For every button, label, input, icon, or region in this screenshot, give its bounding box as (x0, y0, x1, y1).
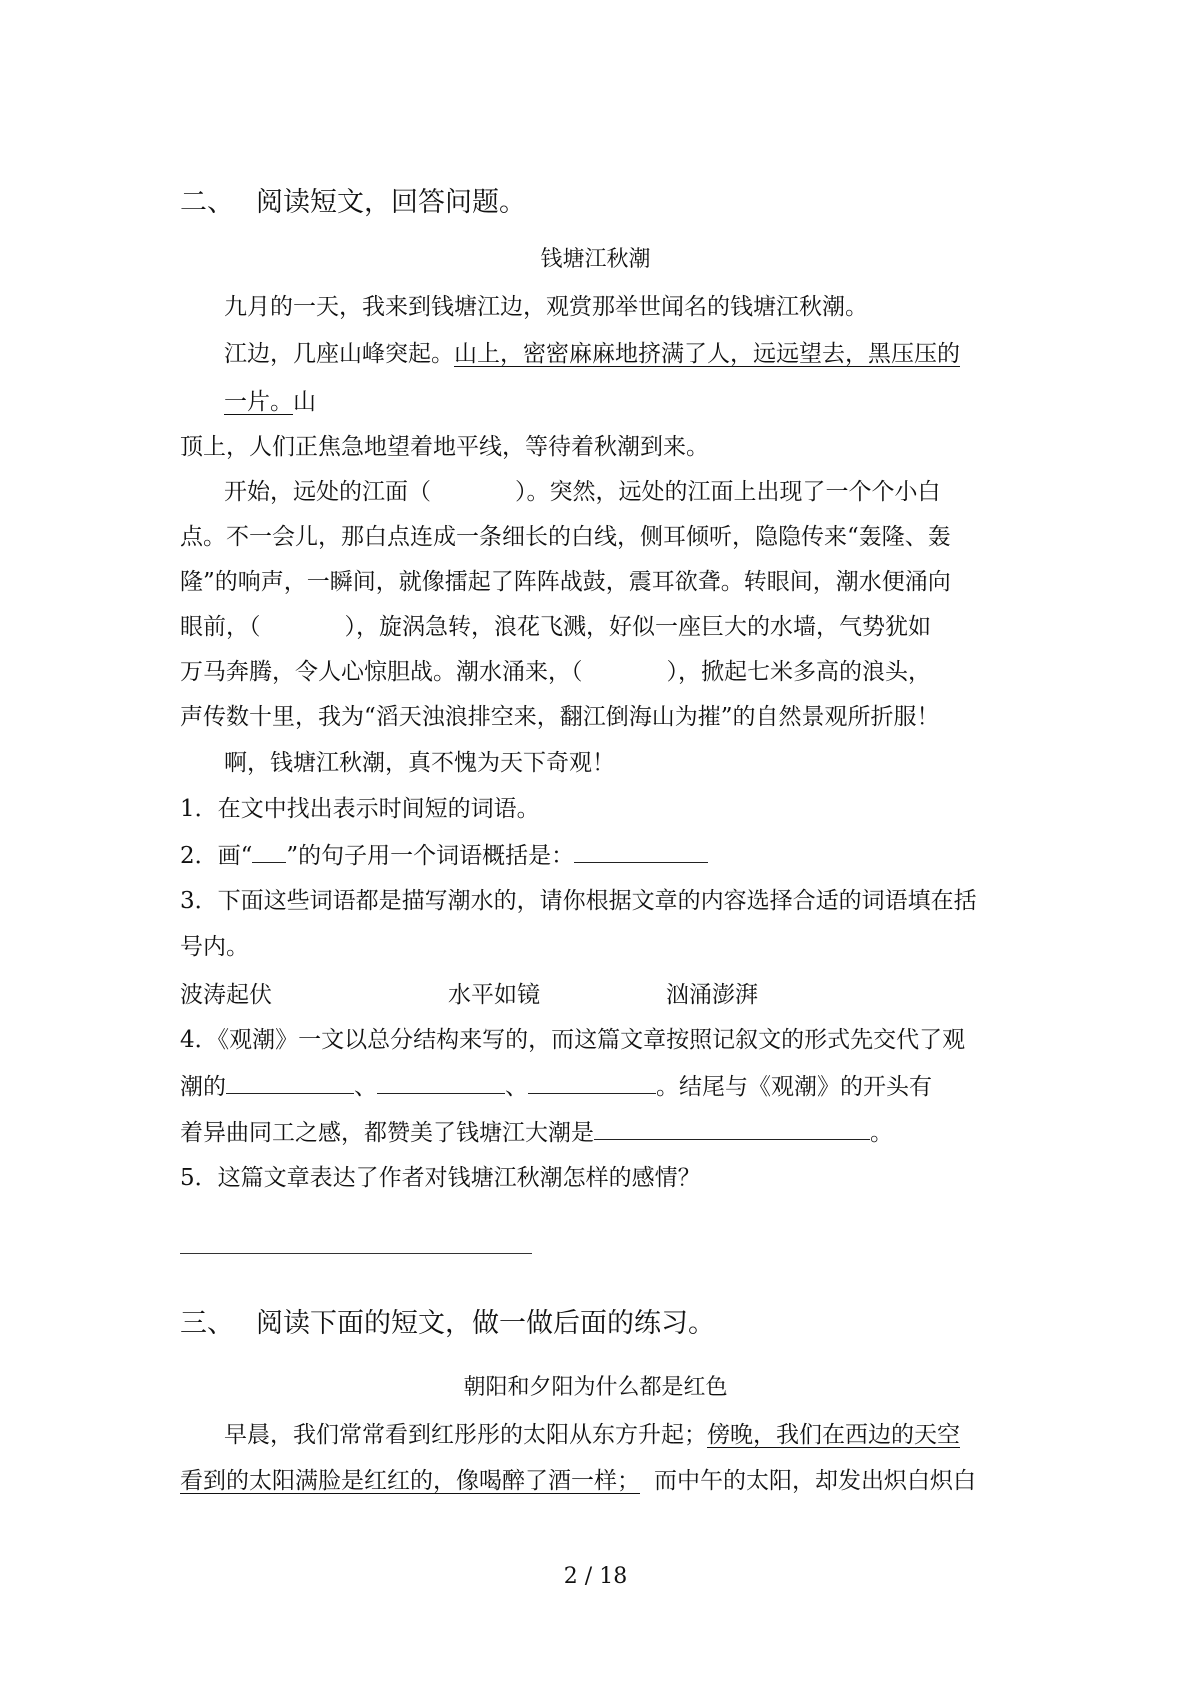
underlined-sentence-2-end: 看到的太阳满脸是红红的，像喝醉了酒一样； (180, 1468, 640, 1494)
word-choices (180, 980, 1020, 1010)
answer-blank-q4-3[interactable] (528, 1071, 656, 1094)
passage-1-paragraph-3-line-6: 声传数十里，我为“滔天浊浪排空来，翻江倒海山为摧”的自然景观所折服！ (180, 704, 940, 730)
passage-2-title: 朝阳和夕阳为什么都是红色 (463, 1375, 728, 1400)
underline-marker (252, 840, 286, 863)
passage-1-title: 钱塘江秋潮 (540, 247, 651, 272)
passage-1-paragraph-3-line-4 (180, 612, 1020, 642)
answer-blank-q2[interactable] (574, 840, 708, 863)
passage-2-text: 早晨，我们常常看到红彤彤的太阳从东方升起； (224, 1422, 707, 1448)
question-2-text: 2．画“ (180, 843, 253, 869)
answer-blank-q4-4[interactable] (594, 1117, 870, 1140)
word-choice-2: 水平如镜 (448, 982, 540, 1008)
passage-2-paragraph-1-line-2 (180, 1466, 1020, 1496)
passage-1-paragraph-3-line-2: 点。不一会儿，那白点连成一条细长的白线，侧耳倾听，隐隐传来“轰隆、轰 (180, 524, 951, 550)
question-2-text: ”的句子用一个词语概括是： (286, 843, 575, 869)
word-choice-1: 波涛起伏 (180, 982, 272, 1008)
question-1: 1．在文中找出表示时间短的词语。 (180, 796, 540, 822)
paragraph-2-text: 山 (293, 389, 316, 415)
answer-blank-q4-1[interactable] (226, 1071, 354, 1094)
answer-blank-q4-2[interactable] (377, 1071, 505, 1094)
section-3-heading (180, 1307, 1020, 1341)
passage-1-paragraph-1: 九月的一天，我来到钱塘江边，观赏那举世闻名的钱塘江秋潮。 (224, 294, 868, 320)
question-5: 5．这篇文章表达了作者对钱塘江秋潮怎样的感情？ (180, 1165, 701, 1191)
underlined-sentence: 山上，密密麻麻地挤满了人，远远望去，黑压压的 (454, 341, 960, 367)
passage-2-paragraph-1-line-1 (224, 1420, 1064, 1450)
paragraph-3-text: ）。突然，远处的江面上出现了一个个小白 (515, 479, 941, 505)
passage-1-paragraph-2-line-1 (224, 339, 1064, 369)
underlined-sentence-end: 一片。 (224, 389, 293, 415)
section-2-number: 二、 (180, 187, 234, 218)
passage-1-paragraph-3-line-1 (224, 477, 1064, 507)
question-4-text: 。 (870, 1120, 893, 1146)
question-4-text: 着异曲同工之感，都赞美了钱塘江大潮是 (180, 1120, 594, 1146)
page-number: 2 / 18 (563, 1564, 628, 1589)
passage-1-paragraph-3-line-3: 隆”的响声，一瞬间，就像擂起了阵阵战鼓，震耳欲聋。转眼间，潮水便涌向 (180, 569, 951, 595)
question-2 (180, 840, 1020, 871)
question-4-line-3 (180, 1117, 1020, 1148)
question-4-line-2 (180, 1071, 1020, 1102)
paragraph-3-text: ），旋涡急转，浪花飞溅，好似一座巨大的水墙，气势犹如 (344, 614, 931, 640)
question-4-line-1: 4．《观潮》一文以总分结构来写的，而这篇文章按照记叙文的形式先交代了观 (180, 1027, 966, 1053)
section-3-heading-text: 阅读下面的短文，做一做后面的练习。 (256, 1308, 715, 1339)
paragraph-3-text: 开始，远处的江面（ (224, 479, 431, 505)
section-2-heading (180, 186, 1020, 220)
passage-2-text: 而中午的太阳，却发出炽白炽白 (654, 1468, 976, 1494)
section-3-number: 三、 (180, 1308, 234, 1339)
question-3-line-2: 号内。 (180, 934, 249, 960)
passage-1-paragraph-2-line-2 (224, 387, 1064, 417)
word-choice-3: 汹涌澎湃 (666, 982, 758, 1008)
passage-1-paragraph-3-line-5 (180, 657, 1020, 687)
question-4-text: 潮的 (180, 1074, 226, 1100)
paragraph-3-text: 万马奔腾，令人心惊胆战。潮水涌来，（ (180, 659, 583, 685)
question-3-line-1: 3．下面这些词语都是描写潮水的，请你根据文章的内容选择合适的词语填在括 (180, 888, 977, 914)
passage-1-paragraph-2-line-3: 顶上，人们正焦急地望着地平线，等待着秋潮到来。 (180, 434, 709, 460)
separator: 、 (505, 1074, 528, 1100)
question-4-text: 。结尾与《观潮》的开头有 (656, 1074, 932, 1100)
answer-line-q5[interactable] (180, 1253, 532, 1254)
paragraph-2-text: 江边，几座山峰突起。 (224, 341, 454, 367)
paragraph-3-text: ），掀起七米多高的浪头， (666, 659, 931, 685)
section-2-heading-text: 阅读短文，回答问题。 (256, 187, 526, 218)
separator: 、 (354, 1074, 377, 1100)
passage-1-paragraph-4: 啊，钱塘江秋潮，真不愧为天下奇观！ (224, 750, 615, 776)
paragraph-3-text: 眼前，（ (180, 614, 261, 640)
underlined-sentence-2: 傍晚，我们在西边的天空 (707, 1422, 960, 1448)
